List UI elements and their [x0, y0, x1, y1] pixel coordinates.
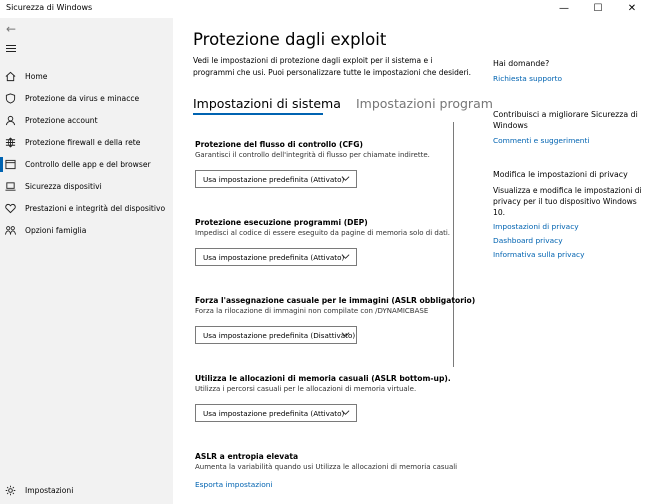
network-icon — [5, 137, 16, 148]
dep-dropdown[interactable] — [195, 248, 357, 266]
cfg-dropdown[interactable] — [195, 170, 357, 188]
page-title: Protezione dagli exploit — [193, 30, 387, 49]
aslr-bottom-up-dropdown[interactable] — [195, 404, 357, 422]
tab-selected-indicator — [193, 113, 323, 115]
sidebar-item-firewall[interactable] — [0, 132, 173, 154]
sidebar-item-account-protection[interactable] — [0, 110, 173, 132]
sidebar-item-app-browser-control[interactable] — [0, 154, 173, 176]
sidebar-item-family-options[interactable] — [0, 220, 173, 242]
section-title: Protezione del flusso di controllo (CFG) — [195, 140, 363, 149]
sidebar-item-device-performance[interactable] — [0, 198, 173, 220]
minimize-button[interactable]: — — [559, 3, 569, 14]
section-title: Utilizza le allocazioni di memoria casuali (ASLR bottom-up). — [195, 374, 451, 383]
export-settings-link[interactable]: Esporta impostazioni — [195, 480, 273, 489]
sidebar-item-device-security[interactable] — [0, 176, 173, 198]
privacy-title: Modifica le impostazioni di privacy — [493, 170, 628, 179]
section-aslr-bottom-up — [195, 374, 465, 393]
section-title: Protezione esecuzione programmi (DEP) — [195, 218, 368, 227]
sidebar-item-label: Opzioni famiglia — [25, 226, 87, 235]
chevron-down-icon — [341, 174, 350, 183]
sidebar-item-home[interactable] — [0, 66, 173, 88]
privacy-settings-link[interactable]: Impostazioni di privacy — [493, 222, 579, 231]
tab-system-settings[interactable]: Impostazioni di sistema — [193, 96, 341, 111]
aslr-mandatory-dropdown[interactable] — [195, 326, 357, 344]
section-cfg — [195, 140, 465, 159]
title-bar — [0, 0, 650, 18]
maximize-button[interactable]: ☐ — [593, 3, 603, 14]
family-icon — [5, 225, 16, 236]
window-title: Sicurezza di Windows — [6, 3, 93, 12]
shield-icon — [5, 93, 16, 104]
home-icon — [5, 71, 16, 82]
tab-bar — [193, 93, 493, 115]
section-title: Forza l'assegnazione casuale per le immagini (ASLR obbligatorio) — [195, 296, 476, 305]
tab-program-settings[interactable]: Impostazioni program — [355, 96, 493, 111]
privacy-panel — [493, 169, 643, 260]
sidebar-item-label: Sicurezza dispositivi — [25, 182, 102, 191]
improve-title: Contribuisci a migliorare Sicurezza di Windows — [493, 110, 638, 130]
section-dep — [195, 218, 465, 237]
sidebar-item-virus-protection[interactable] — [0, 88, 173, 110]
section-aslr-high-entropy — [195, 452, 465, 471]
section-title: ASLR a entropia elevata — [195, 452, 299, 461]
help-panel — [493, 58, 643, 84]
page-description: Vedi le impostazioni di protezione dagli exploit per il sistema e i programmi che usi. Puoi personalizzare tutte le impostazioni che desideri. — [193, 56, 472, 77]
section-aslr-mandatory — [195, 296, 476, 315]
back-arrow-icon[interactable]: ← — [6, 22, 17, 36]
heart-icon — [5, 203, 16, 214]
sidebar-item-label: Protezione account — [25, 116, 98, 125]
person-icon — [5, 115, 16, 126]
sidebar-item-label: Protezione da virus e minacce — [25, 94, 140, 103]
help-title: Hai domande? — [493, 59, 550, 68]
laptop-icon — [5, 181, 16, 192]
main-content — [173, 18, 650, 504]
sidebar-item-label: Protezione firewall e della rete — [25, 138, 141, 147]
close-button[interactable]: ✕ — [627, 3, 637, 14]
privacy-dashboard-link[interactable]: Dashboard privacy — [493, 236, 563, 245]
sidebar-item-label: Prestazioni e integrità del dispositivo — [25, 204, 166, 213]
sidebar-item-label: Controllo delle app e del browser — [25, 160, 151, 169]
privacy-statement-link[interactable]: Informativa sulla privacy — [493, 250, 585, 259]
section-description: Forza la rilocazione di immagini non compilate con /DYNAMICBASE — [195, 307, 429, 315]
section-description: Garantisci il controllo dell'integrità di flusso per chiamate indirette. — [195, 151, 430, 159]
dropdown-value: Usa impostazione predefinita (Attivato) — [203, 175, 345, 184]
chevron-down-icon — [341, 252, 350, 261]
settings-label: Impostazioni — [25, 486, 74, 495]
app-browser-icon — [5, 159, 16, 170]
section-description: Impedisci al codice di essere eseguito da pagine di memoria solo di dati. — [195, 229, 451, 237]
improve-panel — [493, 109, 643, 146]
sidebar-item-label: Home — [25, 72, 48, 81]
hamburger-icon[interactable] — [6, 45, 16, 54]
sidebar-item-settings[interactable] — [0, 480, 173, 502]
chevron-down-icon — [341, 408, 350, 417]
section-description: Aumenta la variabilità quando usi Utilizza le allocazioni di memoria casuali — [195, 463, 458, 471]
sidebar — [0, 18, 173, 504]
gear-icon — [5, 485, 16, 496]
dropdown-value: Usa impostazione predefinita (Disattivato) — [203, 331, 356, 340]
feedback-link[interactable]: Commenti e suggerimenti — [493, 136, 590, 145]
chevron-down-icon — [341, 330, 350, 339]
dropdown-value: Usa impostazione predefinita (Attivato) — [203, 253, 345, 262]
dropdown-value: Usa impostazione predefinita (Attivato) — [203, 409, 345, 418]
support-link[interactable]: Richiesta supporto — [493, 74, 563, 83]
privacy-text: Visualizza e modifica le impostazioni di privacy per il tuo dispositivo Windows 10. — [493, 186, 642, 217]
section-description: Utilizza i percorsi casuali per le allocazioni di memoria virtuale. — [195, 385, 417, 393]
